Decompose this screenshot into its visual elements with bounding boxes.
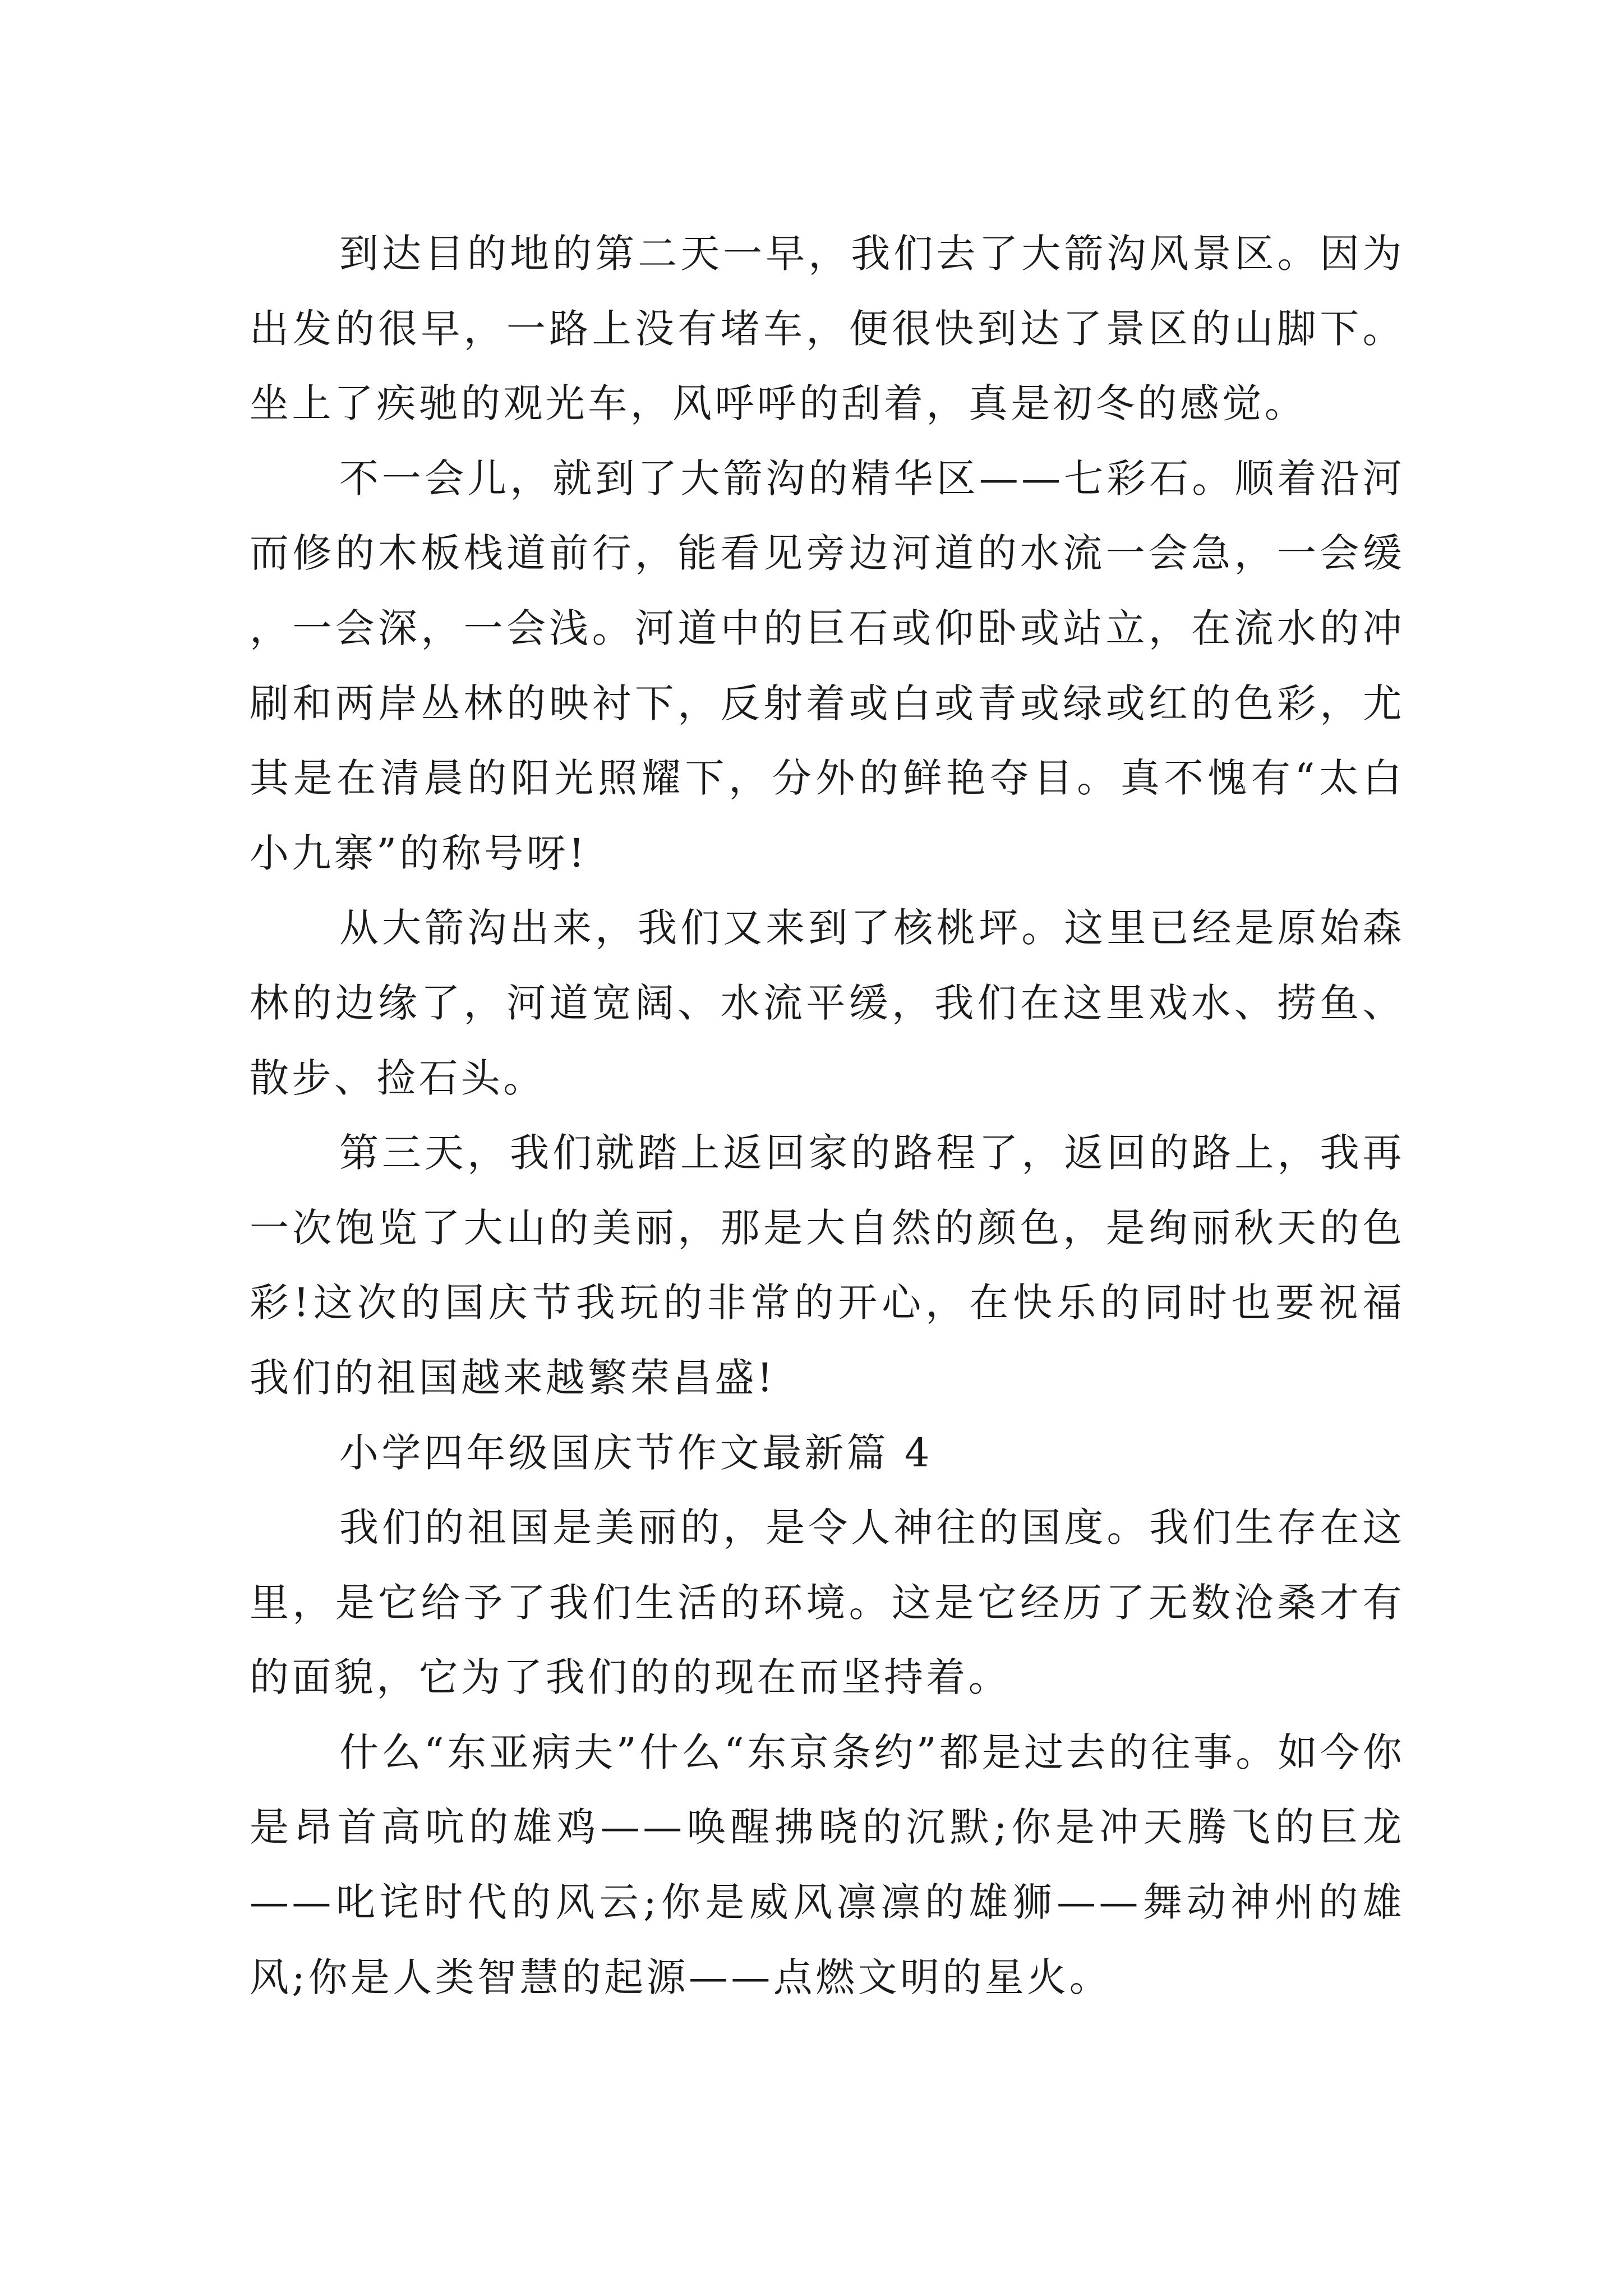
paragraph-qicai-stone: 不一会儿，就到了大箭沟的精华区——七彩石。顺着沿河而修的木板栈道前行，能看见旁边河道的水流一会急，一会缓，一会深，一会浅。河道中的巨石或仰卧或站立，在流水的冲刷和两岸丛林的映衬下，反射着或白或青或绿或红的色彩，尤其是在清晨的阳光照耀下，分外的鲜艳夺目。真不愧有“太白小九寨”的称号呀! xyxy=(250,455,1405,876)
paragraph-day-two-arrival: 到达目的地的第二天一早，我们去了大箭沟风景区。因为出发的很早，一路上没有堵车，便很快到达了景区的山脚下。坐上了疾驰的观光车，风呼呼的刮着，真是初冬的感觉。 xyxy=(250,231,1405,427)
section-title: 小学四年级国庆节作文最新篇 4 xyxy=(339,1429,933,1476)
document-body xyxy=(250,217,1405,2015)
paragraph-beautiful-motherland: 我们的祖国是美丽的，是令人神往的国度。我们生存在这里，是它给予了我们生活的环境。这是它经历了无数沧桑才有的面貌，它为了我们的的现在而坚持着。 xyxy=(250,1504,1405,1701)
paragraph-day-three-return: 第三天，我们就踏上返回家的路程了，返回的路上，我再一次饱览了大山的美丽，那是大自然的颜色，是绚丽秋天的色彩!这次的国庆节我玩的非常的开心，在快乐的同时也要祝福我们的祖国越来越繁荣昌盛! xyxy=(250,1130,1405,1401)
paragraph-hetaoping: 从大箭沟出来，我们又来到了核桃坪。这里已经是原始森林的边缘了，河道宽阔、水流平缓，我们在这里戏水、捞鱼、散步、捡石头。 xyxy=(250,905,1405,1101)
paragraph-past-and-present: 什么“东亚病夫”什么“东京条约”都是过去的往事。如今你是昂首高吭的雄鸡——唤醒拂晓的沉默;你是冲天腾飞的巨龙——叱诧时代的风云;你是威风凛凛的雄狮——舞动神州的雄风;你是人类智慧的起源——点燃文明的星火。 xyxy=(250,1729,1405,2000)
